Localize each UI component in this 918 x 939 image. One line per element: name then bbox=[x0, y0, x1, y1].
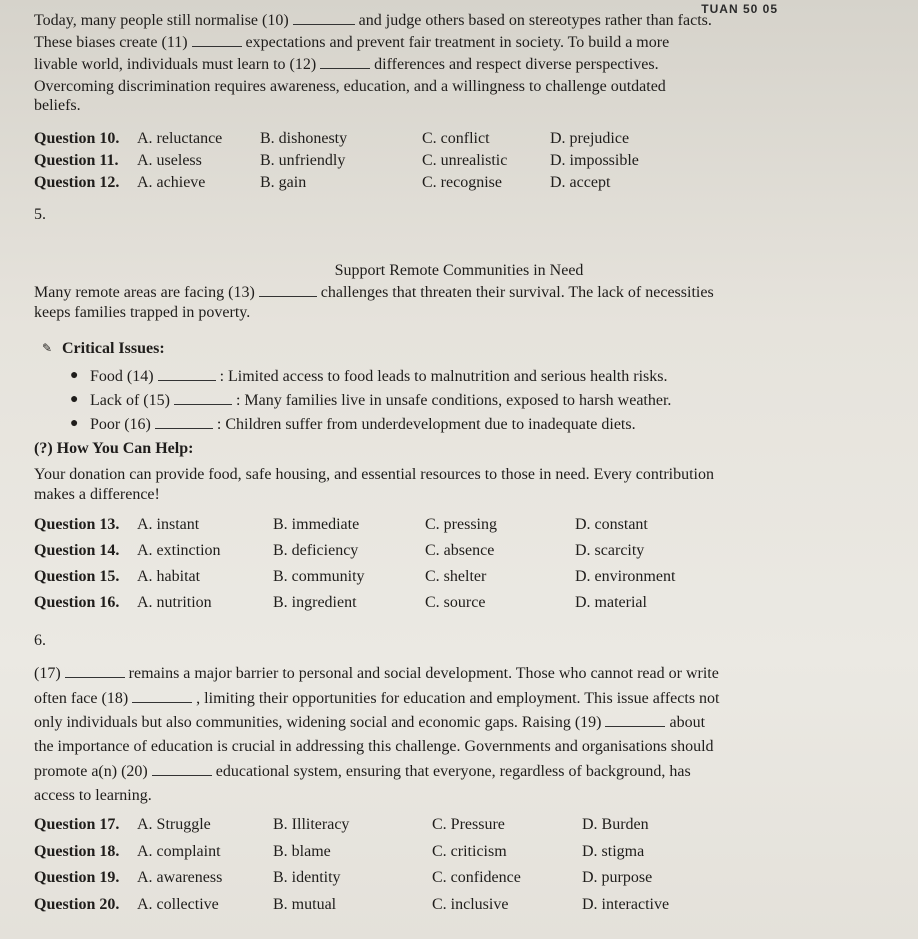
question-number: Question 19. bbox=[34, 869, 120, 886]
option-a[interactable]: A. Struggle bbox=[137, 816, 211, 833]
section6-line-2 bbox=[34, 690, 719, 708]
option-b[interactable]: B. gain bbox=[260, 174, 307, 191]
bullet-icon: ● bbox=[70, 392, 79, 407]
section6-line-5 bbox=[34, 763, 691, 781]
passage-line-1 bbox=[34, 12, 712, 30]
text-segment: remains a major barrier to personal and social development. Those who cannot read or write bbox=[128, 665, 719, 682]
option-c[interactable]: C. pressing bbox=[425, 516, 497, 533]
text-segment: Lack of (15) bbox=[90, 392, 170, 409]
option-d[interactable]: D. material bbox=[575, 594, 647, 611]
option-d[interactable]: D. purpose bbox=[582, 869, 653, 886]
text-segment: Today, many people still normalise (10) bbox=[34, 12, 289, 29]
blank-10[interactable] bbox=[293, 12, 355, 25]
text-segment: differences and respect diverse perspectives. bbox=[374, 56, 659, 73]
option-a[interactable]: A. useless bbox=[137, 152, 202, 169]
text-segment: (17) bbox=[34, 665, 61, 682]
option-a[interactable]: A. awareness bbox=[137, 869, 223, 886]
option-b[interactable]: B. mutual bbox=[273, 896, 337, 913]
option-c[interactable]: C. Pressure bbox=[432, 816, 505, 833]
section6-line-6: access to learning. bbox=[34, 787, 152, 804]
text-segment: about bbox=[669, 714, 706, 731]
option-d[interactable]: D. Burden bbox=[582, 816, 649, 833]
help-heading: (?) How You Can Help: bbox=[34, 440, 194, 457]
section6-line-4: the importance of education is crucial in addressing this challenge. Governments and organisations should bbox=[34, 738, 714, 755]
question-number: Question 15. bbox=[34, 568, 120, 585]
option-c[interactable]: C. recognise bbox=[422, 174, 502, 191]
option-c[interactable]: C. shelter bbox=[425, 568, 487, 585]
option-d[interactable]: D. accept bbox=[550, 174, 611, 191]
text-segment: promote a(n) (20) bbox=[34, 763, 148, 780]
text-segment: expectations and prevent fair treatment in society. To build a more bbox=[245, 34, 670, 51]
section6-line-1 bbox=[34, 665, 719, 683]
passage-line-5: beliefs. bbox=[34, 97, 81, 114]
blank-11[interactable] bbox=[192, 34, 242, 47]
text-segment: educational system, ensuring that everyone, regardless of background, has bbox=[215, 763, 691, 780]
option-d[interactable]: D. impossible bbox=[550, 152, 639, 169]
text-segment: : Many families live in unsafe conditions, exposed to harsh weather. bbox=[235, 392, 672, 409]
blank-15[interactable] bbox=[174, 392, 232, 405]
section-title: Support Remote Communities in Need bbox=[334, 262, 584, 279]
blank-12[interactable] bbox=[320, 56, 370, 69]
option-b[interactable]: B. ingredient bbox=[273, 594, 357, 611]
option-c[interactable]: C. absence bbox=[425, 542, 495, 559]
text-segment: livable world, individuals must learn to (12) bbox=[34, 56, 317, 73]
question-number: Question 11. bbox=[34, 152, 119, 169]
blank-16[interactable] bbox=[155, 416, 213, 429]
blank-19[interactable] bbox=[605, 714, 665, 727]
issue-item-nutrition bbox=[90, 416, 636, 434]
option-d[interactable]: D. scarcity bbox=[575, 542, 645, 559]
option-b[interactable]: B. identity bbox=[273, 869, 341, 886]
option-d[interactable]: D. interactive bbox=[582, 896, 670, 913]
option-b[interactable]: B. deficiency bbox=[273, 542, 359, 559]
text-segment: Food (14) bbox=[90, 368, 154, 385]
option-b[interactable]: B. Illiteracy bbox=[273, 816, 350, 833]
option-c[interactable]: C. criticism bbox=[432, 843, 507, 860]
option-b[interactable]: B. unfriendly bbox=[260, 152, 346, 169]
option-a[interactable]: A. collective bbox=[137, 896, 219, 913]
section6-line-3 bbox=[34, 714, 705, 732]
option-c[interactable]: C. source bbox=[425, 594, 486, 611]
text-segment: and judge others based on stereotypes rather than facts. bbox=[358, 12, 712, 29]
text-segment: : Limited access to food leads to malnutrition and serious health risks. bbox=[219, 368, 668, 385]
text-segment: often face (18) bbox=[34, 690, 129, 707]
option-a[interactable]: A. habitat bbox=[137, 568, 201, 585]
header-tag: TUAN 50 05 bbox=[701, 2, 778, 16]
passage-line-4: Overcoming discrimination requires awareness, education, and a willingness to challenge outdated bbox=[34, 78, 666, 95]
option-a[interactable]: A. complaint bbox=[137, 843, 221, 860]
option-c[interactable]: C. unrealistic bbox=[422, 152, 508, 169]
question-number: Question 20. bbox=[34, 896, 120, 913]
blank-13[interactable] bbox=[259, 284, 317, 297]
pen-icon: ✎ bbox=[42, 341, 53, 355]
section5-intro-line-2: keeps families trapped in poverty. bbox=[34, 304, 251, 321]
text-segment: Poor (16) bbox=[90, 416, 151, 433]
passage-line-2 bbox=[34, 34, 669, 52]
question-number: Question 16. bbox=[34, 594, 120, 611]
section-number: 6. bbox=[34, 632, 46, 649]
blank-20[interactable] bbox=[152, 763, 212, 776]
option-b[interactable]: B. dishonesty bbox=[260, 130, 348, 147]
help-text-line-2: makes a difference! bbox=[34, 486, 160, 503]
section-number: 5. bbox=[34, 206, 46, 223]
question-number: Question 18. bbox=[34, 843, 120, 860]
blank-18[interactable] bbox=[132, 690, 192, 703]
option-c[interactable]: C. conflict bbox=[422, 130, 490, 147]
option-d[interactable]: D. environment bbox=[575, 568, 676, 585]
text-segment: , limiting their opportunities for education and employment. This issue affects not bbox=[196, 690, 720, 707]
question-number: Question 12. bbox=[34, 174, 120, 191]
blank-14[interactable] bbox=[158, 368, 216, 381]
option-c[interactable]: C. inclusive bbox=[432, 896, 509, 913]
help-text-line-1: Your donation can provide food, safe housing, and essential resources to those in need. Every contribution bbox=[34, 466, 714, 483]
passage-line-3 bbox=[34, 56, 659, 74]
question-number: Question 14. bbox=[34, 542, 120, 559]
option-d[interactable]: D. stigma bbox=[582, 843, 645, 860]
section5-intro-line-1 bbox=[34, 284, 714, 302]
option-b[interactable]: B. immediate bbox=[273, 516, 360, 533]
issue-item-shelter bbox=[90, 392, 671, 410]
option-a[interactable]: A. achieve bbox=[137, 174, 206, 191]
option-c[interactable]: C. confidence bbox=[432, 869, 521, 886]
text-segment: These biases create (11) bbox=[34, 34, 188, 51]
option-a[interactable]: A. extinction bbox=[137, 542, 221, 559]
question-number: Question 10. bbox=[34, 130, 120, 147]
option-b[interactable]: B. blame bbox=[273, 843, 331, 860]
text-segment: only individuals but also communities, widening social and economic gaps. Raising (19) bbox=[34, 714, 602, 731]
text-segment: challenges that threaten their survival. The lack of necessities bbox=[320, 284, 714, 301]
option-a[interactable]: A. instant bbox=[137, 516, 200, 533]
issue-item-food bbox=[90, 368, 667, 386]
bullet-icon: ● bbox=[70, 416, 79, 431]
text-segment: Many remote areas are facing (13) bbox=[34, 284, 255, 301]
critical-issues-heading: Critical Issues: bbox=[62, 340, 165, 357]
option-d[interactable]: D. prejudice bbox=[550, 130, 630, 147]
bullet-icon: ● bbox=[70, 368, 79, 383]
question-number: Question 17. bbox=[34, 816, 120, 833]
option-a[interactable]: A. nutrition bbox=[137, 594, 212, 611]
blank-17[interactable] bbox=[65, 665, 125, 678]
text-segment: : Children suffer from underdevelopment due to inadequate diets. bbox=[216, 416, 636, 433]
option-d[interactable]: D. constant bbox=[575, 516, 648, 533]
option-b[interactable]: B. community bbox=[273, 568, 365, 585]
question-number: Question 13. bbox=[34, 516, 120, 533]
option-a[interactable]: A. reluctance bbox=[137, 130, 223, 147]
